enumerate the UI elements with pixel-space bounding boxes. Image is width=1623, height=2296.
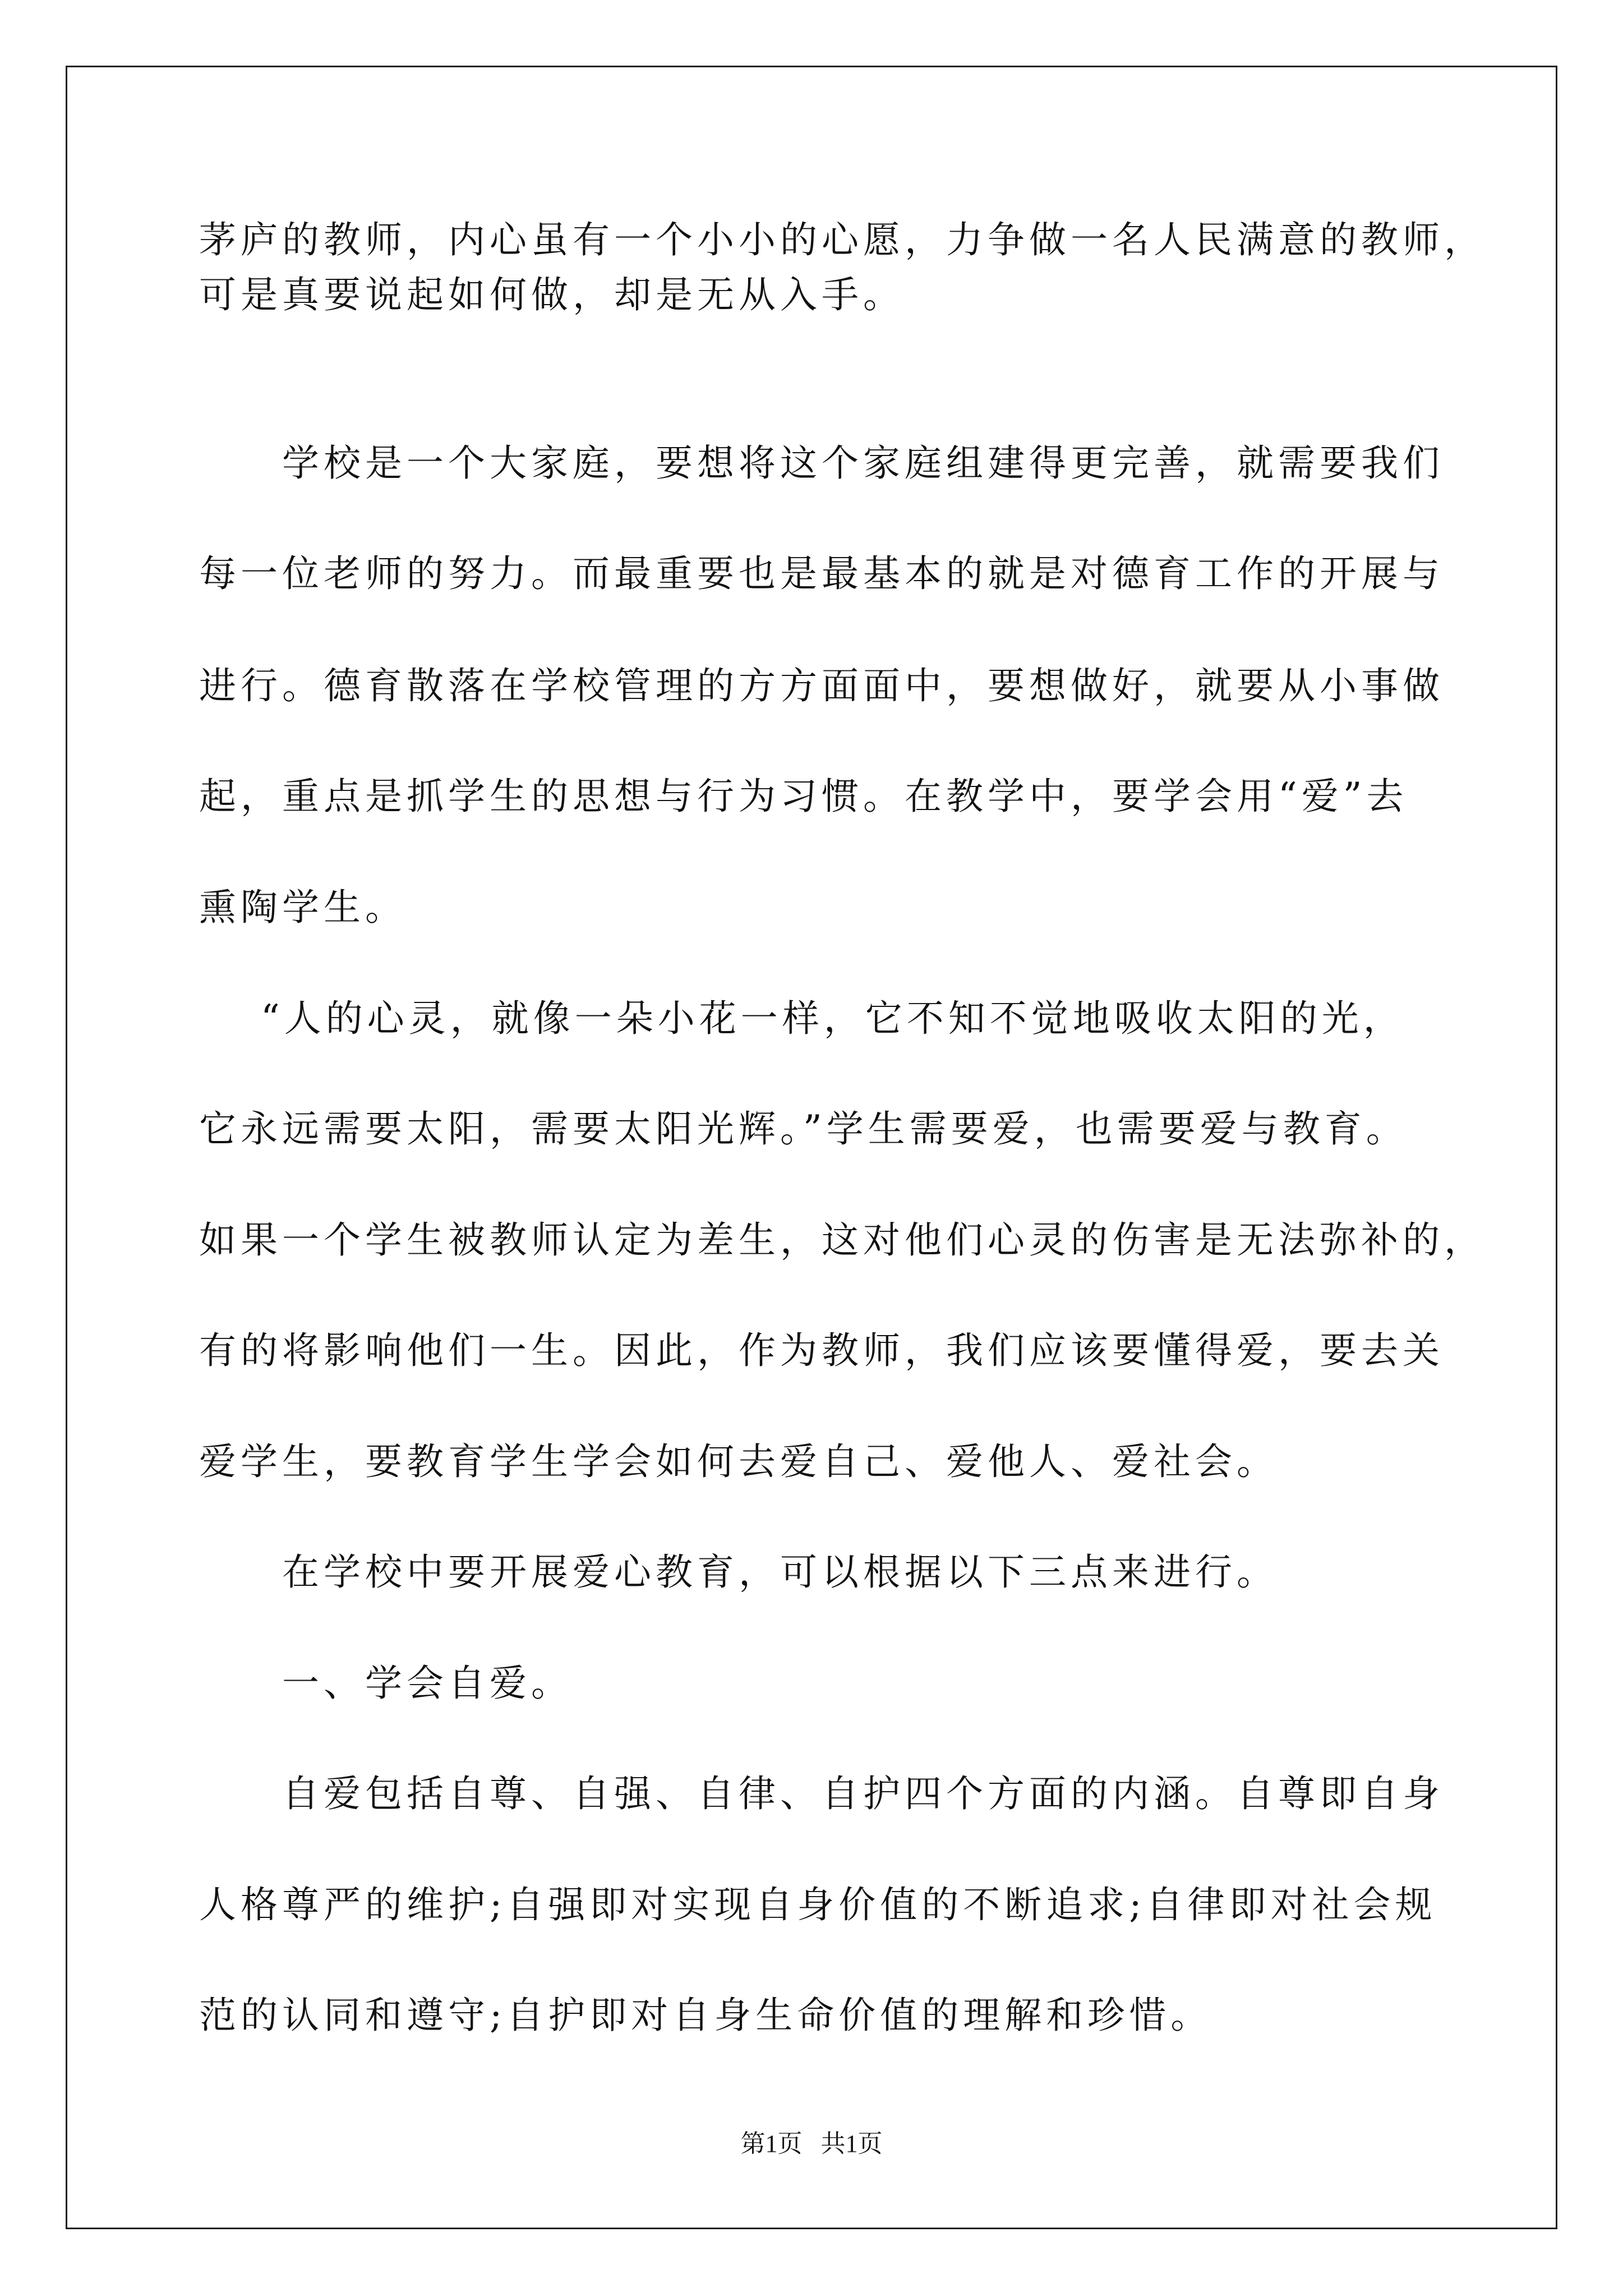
text-line: 有的将影响他们一生。因此，作为教师，我们应该要懂得爱，要去关: [199, 1329, 1444, 1372]
text-line: 它永远需要太阳，需要太阳光辉。”学生需要爱，也需要爱与教育。: [199, 1107, 1408, 1151]
text-line: 每一位老师的努力。而最重要也是最基本的就是对德育工作的开展与: [199, 552, 1444, 595]
text-line: 人格尊严的维护;自强即对实现自身价值的不断追求;自律即对社会规: [199, 1883, 1437, 1926]
text-line: 如果一个学生被教师认定为差生，这对他们心灵的伤害是无法弥补的，: [199, 1218, 1486, 1262]
paragraph-first-line: 学校是一个大家庭，要想将这个家庭组建得更完善，就需要我们: [282, 441, 1444, 485]
paragraph-first-line: 自爱包括自尊、自强、自律、自护四个方面的内涵。自尊即自身: [282, 1772, 1444, 1815]
paragraph-first-line: 在学校中要开展爱心教育，可以根据以下三点来进行。: [282, 1550, 1278, 1594]
text-line: 起，重点是抓学生的思想与行为习惯。在教学中，要学会用“爱”去: [199, 775, 1408, 818]
text-line: 爱学生，要教育学生学会如何去爱自己、爱他人、爱社会。: [199, 1440, 1278, 1483]
text-line: 茅庐的教师，内心虽有一个小小的心愿，力争做一名人民满意的教师，: [199, 218, 1486, 261]
paragraph-first-line: “人的心灵，就像一朵小花一样，它不知不觉地吸收太阳的光，: [261, 997, 1405, 1040]
text-line: 范的认同和遵守;自护即对自身生命价值的理解和珍惜。: [199, 1994, 1212, 2037]
page-number-footer: 第1页 共1页: [740, 2130, 883, 2157]
text-line: 可是真要说起如何做，却是无从入手。: [199, 273, 905, 316]
text-line: 熏陶学生。: [199, 886, 407, 929]
section-heading: 一、学会自爱。: [282, 1662, 573, 1705]
text-line: 进行。德育散落在学校管理的方方面面中，要想做好，就要从小事做: [199, 664, 1444, 707]
